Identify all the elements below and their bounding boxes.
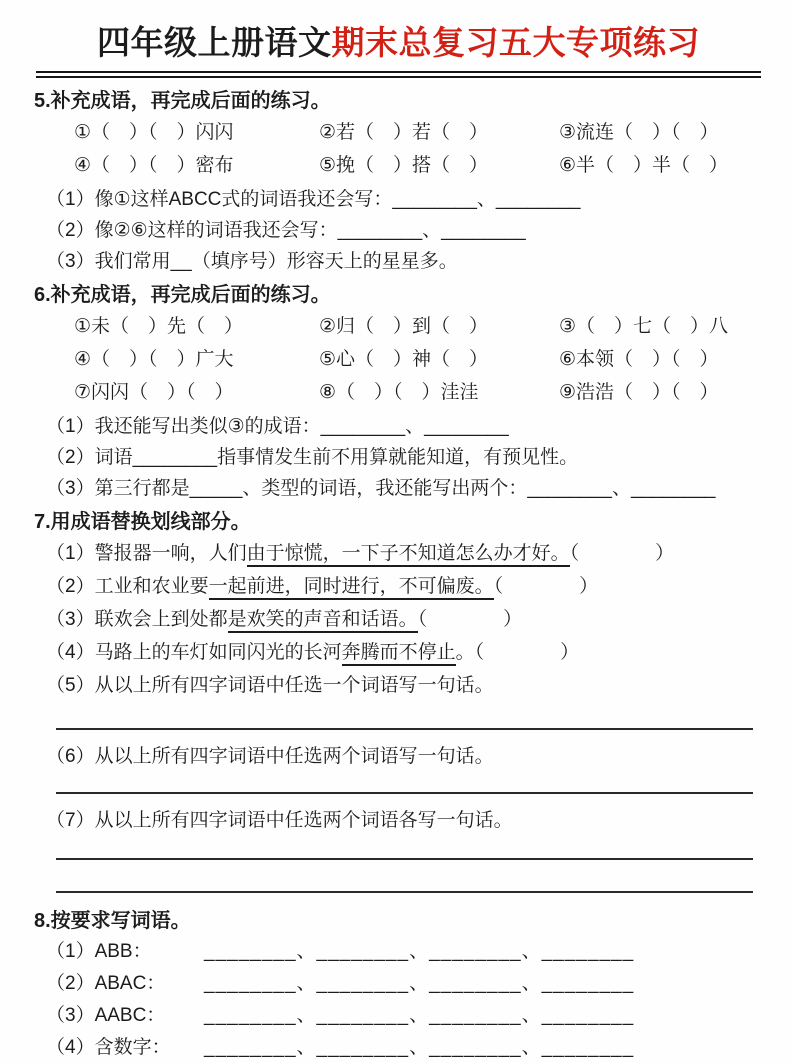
idiom-item: ②归（ ）到（ ） (319, 316, 489, 337)
question-line (34, 537, 763, 570)
section-5-idiom-grid (34, 117, 763, 182)
question-line: （2）词语________指事情发生前不用算就能知道，有预见性。 (46, 447, 579, 468)
title-highlight-part: 期末总复习五大专项练习 (331, 24, 700, 61)
word-row (34, 1032, 763, 1063)
section-5-heading: 5.补充成语，再完成后面的练习。 (34, 90, 331, 112)
answer-line (56, 891, 753, 893)
title-grade-part: 四年级上册语文 (97, 24, 332, 61)
section-6-heading: 6.补充成语，再完成后面的练习。 (34, 284, 331, 306)
word-row (34, 1000, 763, 1032)
idiom-item: ③流连（ ）（ ） (559, 122, 719, 143)
answer-parens: （ ） (493, 576, 599, 597)
idiom-item: ②若（ ）若（ ） (319, 122, 489, 143)
word-row-blanks: ________、________、________、________ (204, 1005, 635, 1026)
question-line: （1）我还能写出类似③的成语：________、________ (46, 416, 509, 437)
question-line: （1）像①这样ABCC式的词语我还会写：________、________ (46, 189, 581, 210)
section-6-idiom-grid (34, 311, 763, 409)
idiom-item: ⑥本领（ ）（ ） (559, 349, 719, 370)
idiom-item: ③（ ）七（ ）八 (559, 316, 729, 337)
idiom-item: ①（ ）（ ）闪闪 (74, 122, 234, 143)
question-line (34, 636, 763, 669)
sentence-underlined: 一起前进，同时进行，不可偏废。 (209, 576, 494, 600)
sentence-plain: （2）工业和农业要 (46, 576, 209, 597)
title-divider (36, 71, 761, 78)
sentence-underlined: 奔腾而不停止 (342, 642, 456, 666)
answer-line (56, 792, 753, 794)
sentence-plain: （1）警报器一响，人们 (46, 543, 247, 564)
idiom-item: ⑨浩浩（ ）（ ） (559, 382, 719, 403)
question-line: （2）像②⑥这样的词语我还会写：________、________ (46, 220, 526, 241)
word-row-blanks: ________、________、________、________ (204, 1037, 635, 1058)
word-row-label: （2）ABAC： (46, 973, 166, 994)
section-6 (34, 280, 763, 504)
question-line: （3）我们常用__（填序号）形容天上的星星多。 (46, 251, 458, 272)
word-row (34, 936, 763, 968)
question-line (34, 570, 763, 603)
sentence-plain: （4）马路上的车灯如同闪光的长河 (46, 642, 342, 663)
idiom-item: ④（ ）（ ）密布 (74, 155, 234, 176)
answer-line (56, 858, 753, 860)
question-line: （5）从以上所有四字词语中任选一个词语写一句话。 (46, 675, 494, 696)
idiom-item: ⑥半（ ）半（ ） (559, 155, 729, 176)
word-row (34, 968, 763, 1000)
answer-parens: （ ） (417, 609, 523, 630)
sentence-underlined: 由于惊慌，一下子不知道怎么办才好。 (247, 543, 570, 567)
word-row-label: （3）AABC： (46, 1005, 166, 1026)
question-line: （6）从以上所有四字词语中任选两个词语写一句话。 (46, 746, 494, 767)
question-line: （3）第三行都是_____、类型的词语，我还能写出两个：________、________ (46, 478, 716, 499)
section-8-heading: 8.按要求写词语。 (34, 910, 191, 932)
answer-parens: 。（ ） (455, 642, 580, 663)
section-5 (34, 86, 763, 277)
sentence-plain: （3）联欢会上到处都 (46, 609, 228, 630)
word-row-label: （1）ABB： (46, 941, 152, 962)
question-line: （7）从以上所有四字词语中任选两个词语各写一句话。 (46, 810, 513, 831)
section-7-heading: 7.用成语替换划线部分。 (34, 511, 251, 533)
answer-parens: （ ） (569, 543, 675, 564)
idiom-item: ④（ ）（ ）广大 (74, 349, 234, 370)
idiom-item: ⑧（ ）（ ）洼洼 (319, 382, 479, 403)
section-8 (34, 906, 763, 1063)
answer-line (56, 728, 753, 730)
idiom-item: ⑦闪闪（ ）（ ） (74, 382, 234, 403)
section-7 (34, 507, 763, 893)
question-line (34, 603, 763, 636)
section-7-items (34, 537, 763, 702)
idiom-item: ①未（ ）先（ ） (74, 316, 244, 337)
word-row-blanks: ________、________、________、________ (204, 941, 635, 962)
word-row-blanks: ________、________、________、________ (204, 973, 635, 994)
word-row-label: （4）含数字： (46, 1037, 171, 1058)
sentence-underlined: 是欢笑的声音和话语。 (228, 609, 418, 633)
page-title (34, 20, 763, 66)
idiom-item: ⑤心（ ）神（ ） (319, 349, 489, 370)
idiom-item: ⑤挽（ ）搭（ ） (319, 155, 489, 176)
